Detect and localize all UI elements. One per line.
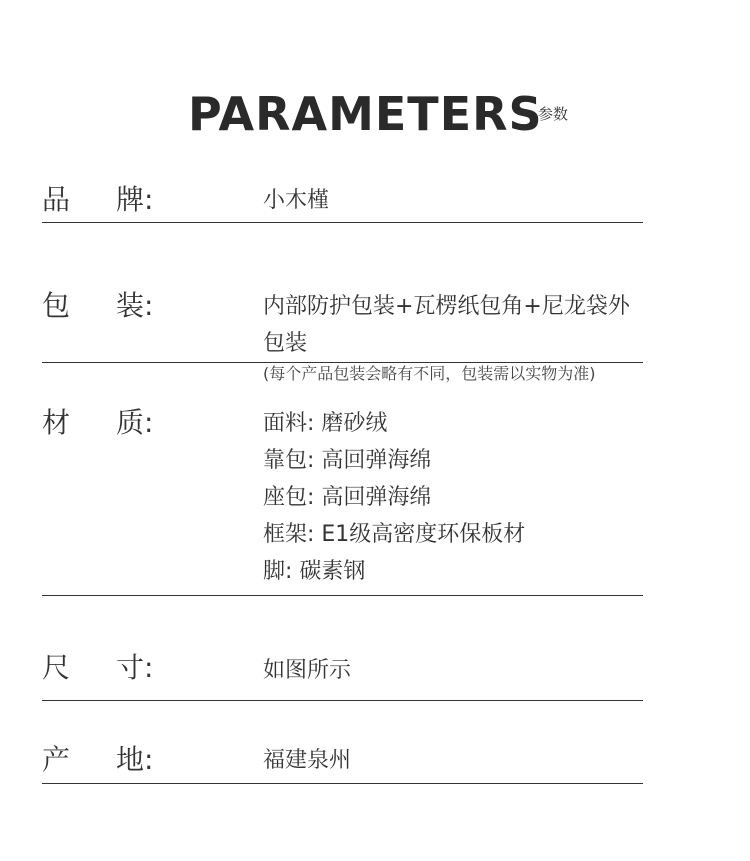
param-label-char: 地:	[116, 743, 154, 776]
param-value	[263, 182, 329, 219]
param-label-char: 材	[42, 406, 71, 439]
param-label-char: 装:	[116, 289, 154, 322]
param-label-char: 包	[42, 289, 71, 322]
page-header	[0, 84, 750, 144]
page-title: PARAMETERS	[188, 87, 543, 141]
param-label-char: 质:	[116, 406, 154, 439]
param-value-line: 座包: 高回弹海绵	[263, 485, 432, 510]
page-subtitle: 参数	[538, 105, 569, 123]
param-value-line: 如图所示	[263, 658, 352, 683]
param-label-char: 产	[42, 743, 71, 776]
param-label	[42, 650, 153, 686]
param-value-line: 福建泉州	[263, 748, 352, 773]
param-value	[263, 742, 351, 779]
param-label	[42, 405, 153, 441]
param-value-line: 内部防护包装+瓦楞纸包角+尼龙袋外包装	[263, 294, 630, 356]
param-value	[263, 288, 643, 386]
param-label	[42, 288, 153, 324]
param-value-line: 靠包: 高回弹海绵	[263, 448, 432, 473]
param-note: (每个产品包装会略有不同，包装需以实物为准)	[263, 364, 596, 383]
param-label-char: 尺	[42, 651, 71, 684]
param-value-line: 小木槿	[263, 188, 330, 213]
param-label	[42, 742, 153, 778]
param-value	[263, 405, 525, 590]
param-label-char: 品	[42, 183, 71, 216]
param-label-char: 牌:	[116, 183, 154, 216]
param-value-line: 脚: 碳素钢	[263, 559, 366, 584]
divider	[42, 362, 643, 363]
divider	[42, 700, 643, 701]
param-value-line: 框架: E1级高密度环保板材	[263, 522, 526, 547]
divider	[42, 222, 643, 223]
param-label-char: 寸:	[116, 651, 154, 684]
param-value	[263, 652, 351, 689]
divider	[42, 783, 643, 784]
divider	[42, 595, 643, 596]
param-value-line: 面料: 磨砂绒	[263, 411, 388, 436]
param-label	[42, 182, 153, 218]
